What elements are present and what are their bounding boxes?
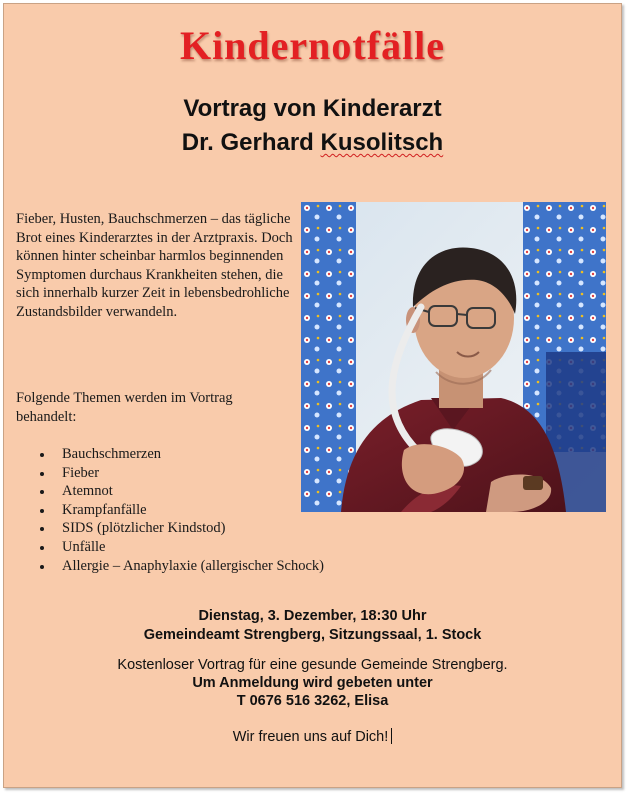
speaker-surname: Kusolitsch: [320, 129, 444, 156]
topic-item: Atemnot: [38, 482, 324, 501]
subtitle-line-2: [4, 126, 621, 160]
flyer-page: [3, 3, 622, 788]
event-date: Dienstag, 3. Dezember, 18:30 Uhr: [198, 608, 427, 624]
topic-item: Fieber: [38, 464, 324, 483]
registration-text: Um Anmeldung wird gebeten unter: [192, 675, 433, 691]
subtitle-line-1: Vortrag von Kinderarzt: [183, 95, 442, 122]
intro-paragraph: [16, 210, 298, 322]
intro-text: Fieber, Husten, Bauchschmerzen – das tägliche Brot eines Kinderarztes in der Arztpraxis. Doch können hinter scheinbar harmlos beginnenden Symptomen durchaus Krankheiten stehen, die sich innerhalb kurzer Zeit in lebensbedrohliche Zustandsbilder verwandeln.: [16, 211, 293, 320]
topic-item: Bauchschmerzen: [38, 445, 324, 464]
event-details: [4, 607, 621, 645]
topic-item: Krampfanfälle: [38, 501, 324, 520]
contact-phone: T 0676 516 3262, Elisa: [236, 693, 389, 709]
registration-info: [4, 656, 621, 710]
speaker-name: Dr. Gerhard: [181, 129, 321, 156]
event-location: Gemeindeamt Strengberg, Sitzungssaal, 1. Stock: [143, 627, 482, 643]
doctor-photo: [301, 202, 606, 512]
topic-list: [38, 445, 324, 575]
topic-item: Unfälle: [38, 538, 324, 557]
flyer-subtitle: [4, 92, 621, 160]
topic-item: SIDS (plötzlicher Kindstod): [38, 519, 324, 538]
flyer-title: Kindernotfälle: [179, 23, 446, 68]
text-cursor: [391, 728, 392, 744]
themes-intro: Folgende Themen werden im Vortrag behandelt:: [16, 390, 233, 425]
free-lecture-text: Kostenloser Vortrag für eine gesunde Gemeinde Strengberg.: [117, 657, 508, 673]
topic-item: Allergie – Anaphylaxie (allergischer Schock): [38, 557, 324, 576]
closing-line: [4, 728, 621, 745]
closing-text: Wir freuen uns auf Dich!: [232, 729, 389, 745]
